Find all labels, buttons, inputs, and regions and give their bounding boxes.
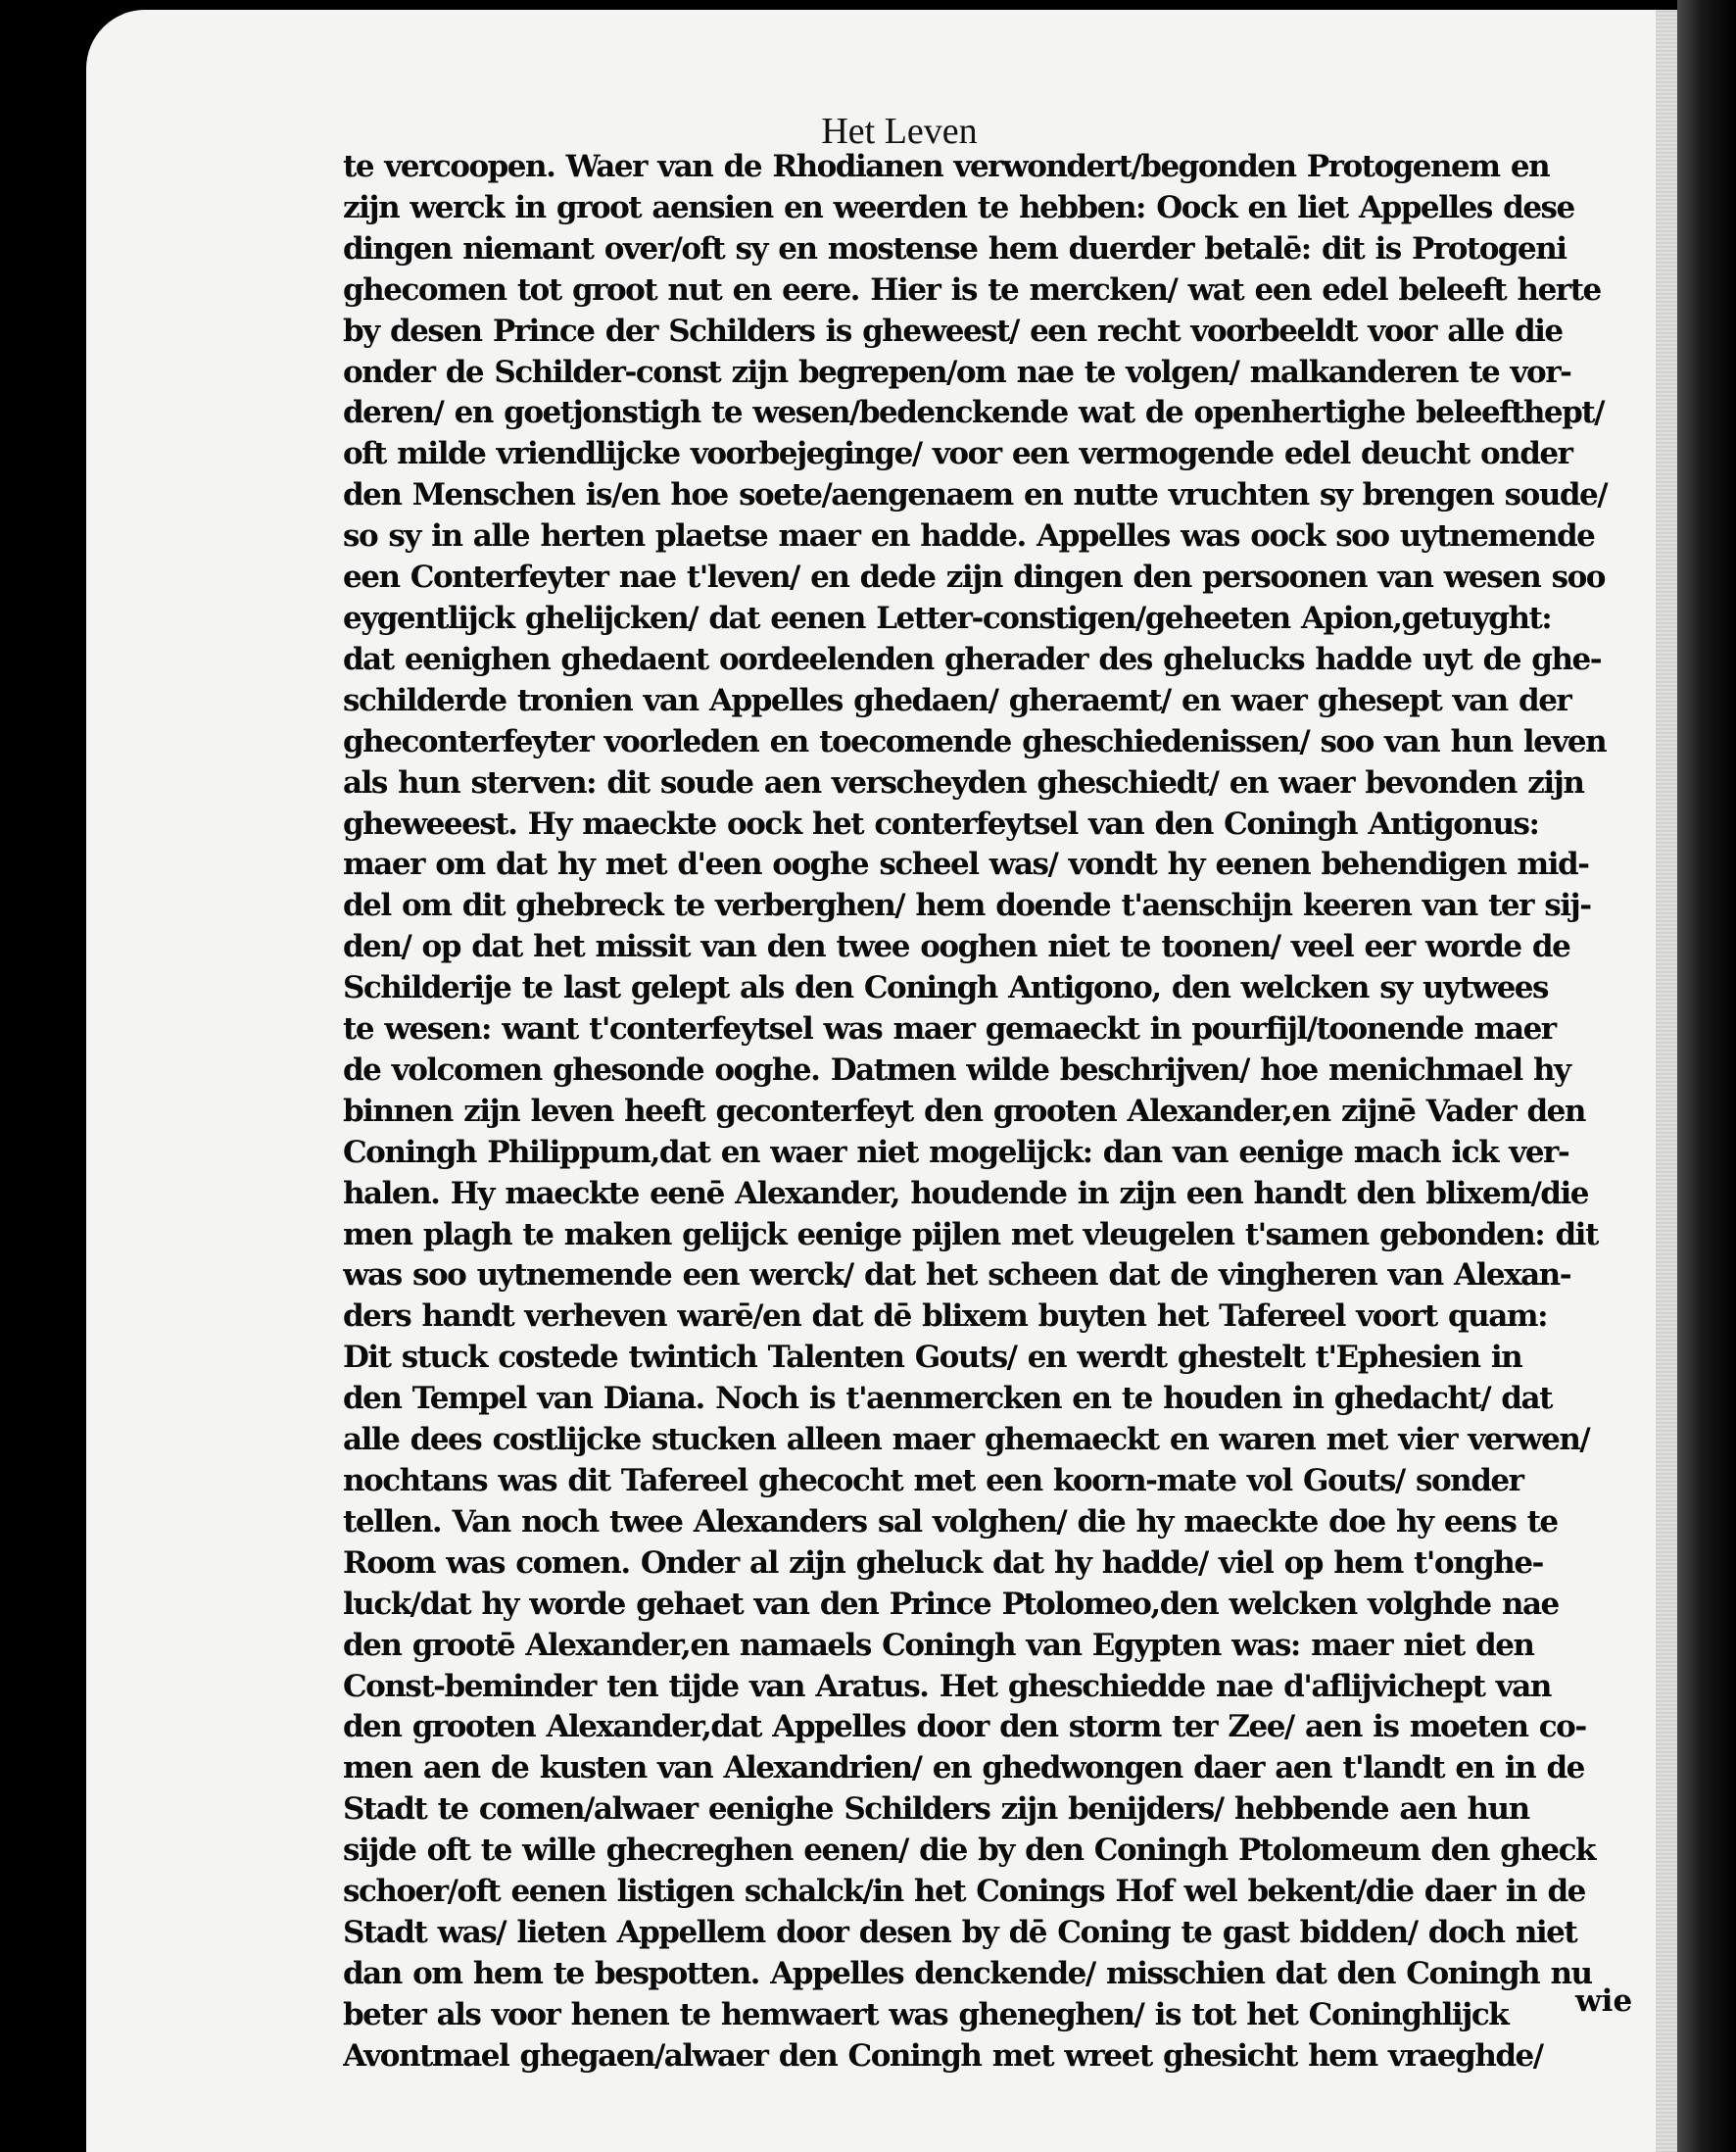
text-line: beter als voor henen te hemwaert was gheneghen/ is tot het Coninghlijck [343,1996,1509,2032]
text-line: een Conterfeyter nae t'leven/ en dede zijn dingen den persoonen van wesen soo [343,560,1605,596]
text-line: halen. Hy maeckte eenē Alexander, houdende in zijn een handt den blixem/die [343,1175,1588,1211]
text-line: deren/ en goetjonstigh te wesen/bedenckende wat de openhertighe beleefthept/ [343,395,1604,431]
text-line: als hun sterven: dit soude aen verscheyden gheschiedt/ en waer bevonden zijn [343,764,1584,801]
text-line: Room was comen. Onder al zijn gheluck dat hy hadde/ viel op hem t'onghe- [343,1544,1543,1581]
text-line: ghecomen tot groot nut en eere. Hier is te mercken/ wat een edel beleeft herte [343,271,1601,308]
text-line: maer om dat hy met d'een ooghe scheel was/ vondt hy eenen behendigen mid- [343,847,1589,883]
text-line: den Tempel van Diana. Noch is t'aenmercken en te houden in ghedacht/ dat [343,1381,1552,1417]
text-line: Stadt te comen/alwaer eenighe Schilders zijn benijders/ hebbende aen hun [343,1791,1529,1828]
text-line: gheconterfeyter voorleden en toecomende gheschiedenissen/ soo van hun leven [343,723,1607,759]
text-line: luck/dat hy worde gehaet van den Prince Ptolomeo,den welcken volghde nae [343,1586,1559,1622]
text-line: schilderde tronien van Appelles ghedaen/ gheraemt/ en waer ghesept van der [343,682,1571,718]
text-line: te wesen: want t'conterfeytsel was maer gemaeckt in pourfijl/toonende maer [343,1011,1556,1048]
text-line: del om dit ghebreck te verberghen/ hem doende t'aenschijn keeren van ter sij- [343,888,1591,924]
text-line: den grooten Alexander,dat Appelles door den storm ter Zee/ aen is moeten co- [343,1709,1586,1745]
text-line: den Menschen is/en hoe soete/aengenaem en nutte vruchten sy brengen soude/ [343,477,1608,514]
running-head: Het Leven [821,111,978,152]
text-line: ders handt verheven warē/en dat dē blixem buyten het Tafereel voort quam: [343,1298,1548,1335]
text-line: men plagh te maken gelijck eenige pijlen met vleugelen t'samen gebonden: dit [343,1216,1598,1252]
text-line: Schilderije te last gelept als den Coningh Antigono, den welcken sy uytwees [343,970,1548,1006]
text-line: men aen de kusten van Alexandrien/ en ghedwongen daer aen t'landt en in de [343,1750,1584,1786]
text-line: tellen. Van noch twee Alexanders sal volghen/ die hy maeckte doe hy eens te [343,1503,1558,1540]
text-line: dat eenighen ghedaent oordeelenden gherader des ghelucks hadde uyt de ghe- [343,641,1602,677]
text-line: Coningh Philippum,dat en waer niet mogelijck: dan van eenige mach ick ver- [343,1134,1569,1170]
text-line: dingen niemant over/oft sy en mostense hem duerder betalē: dit is Protogeni [343,230,1567,267]
text-line: schoer/oft eenen listigen schalck/in het Conings Hof wel bekent/die daer in de [343,1874,1585,1910]
text-line: den grootē Alexander,en namaels Coningh van Egypten was: maer niet den [343,1627,1534,1663]
body-text [343,147,1626,2078]
text-line: so sy in alle herten plaetse maer en hadde. Appelles was oock soo uytnemende [343,518,1595,555]
text-line: zijn werck in groot aensien en weerden te hebben: Oock en liet Appelles dese [343,189,1574,225]
text-line: Avontmael ghegaen/alwaer den Coningh met wreet ghesicht hem vraeghde/ [343,2037,1543,2074]
text-line: onder de Schilder-const zijn begrepen/om nae te volgen/ malkanderen te vor- [343,354,1571,390]
text-line: by desen Prince der Schilders is gheweest/ een recht voorbeeldt voor alle die [343,313,1563,349]
text-line: de volcomen ghesonde ooghe. Datmen wilde beschrijven/ hoe menichmael hy [343,1052,1570,1088]
text-line: gheweeest. Hy maeckte oock het conterfeytsel van den Coningh Antigonus: [343,806,1539,842]
text-line: dan om hem te bespotten. Appelles denckende/ misschien dat den Coningh nu [343,1955,1592,1991]
text-line: oft milde vriendlijcke voorbejeginge/ voor een vermogende edel deucht onder [343,436,1572,472]
book-edge-shadow [1677,0,1736,2152]
text-line: Const-beminder ten tijde van Aratus. Het gheschiedde nae d'aflijvichept van [343,1668,1551,1704]
text-line: den/ op dat het missit van den twee ooghen niet te toonen/ veel eer worde de [343,929,1570,965]
text-line: sijde oft te wille ghecreghen eenen/ die by den Coningh Ptolomeum den gheck [343,1833,1595,1869]
catchword: wie [1575,1983,1633,2019]
text-line: binnen zijn leven heeft geconterfeyt den grooten Alexander,en zijnē Vader den [343,1093,1585,1129]
text-line: was soo uytnemende een werck/ dat het scheen dat de vingheren van Alexan- [343,1257,1571,1294]
text-line: te vercoopen. Waer van de Rhodianen verwondert/begonden Protogenem en [343,149,1550,184]
text-line: Stadt was/ lieten Appellem door desen by dē Coning te gast bidden/ doch niet [343,1914,1577,1950]
page-fore-edge [1656,10,1677,2152]
text-line: eygentlijck ghelijcken/ dat eenen Letter-constigen/geheeten Apion,getuyght: [343,600,1552,636]
text-line: alle dees costlijcke stucken alleen maer ghemaeckt en waren met vier verwen/ [343,1422,1590,1458]
text-line: nochtans was dit Tafereel ghecocht met een koorn-mate vol Gouts/ sonder [343,1463,1523,1498]
text-line: Dit stuck costede twintich Talenten Gouts/ en werdt ghestelt t'Ephesien in [343,1340,1522,1376]
